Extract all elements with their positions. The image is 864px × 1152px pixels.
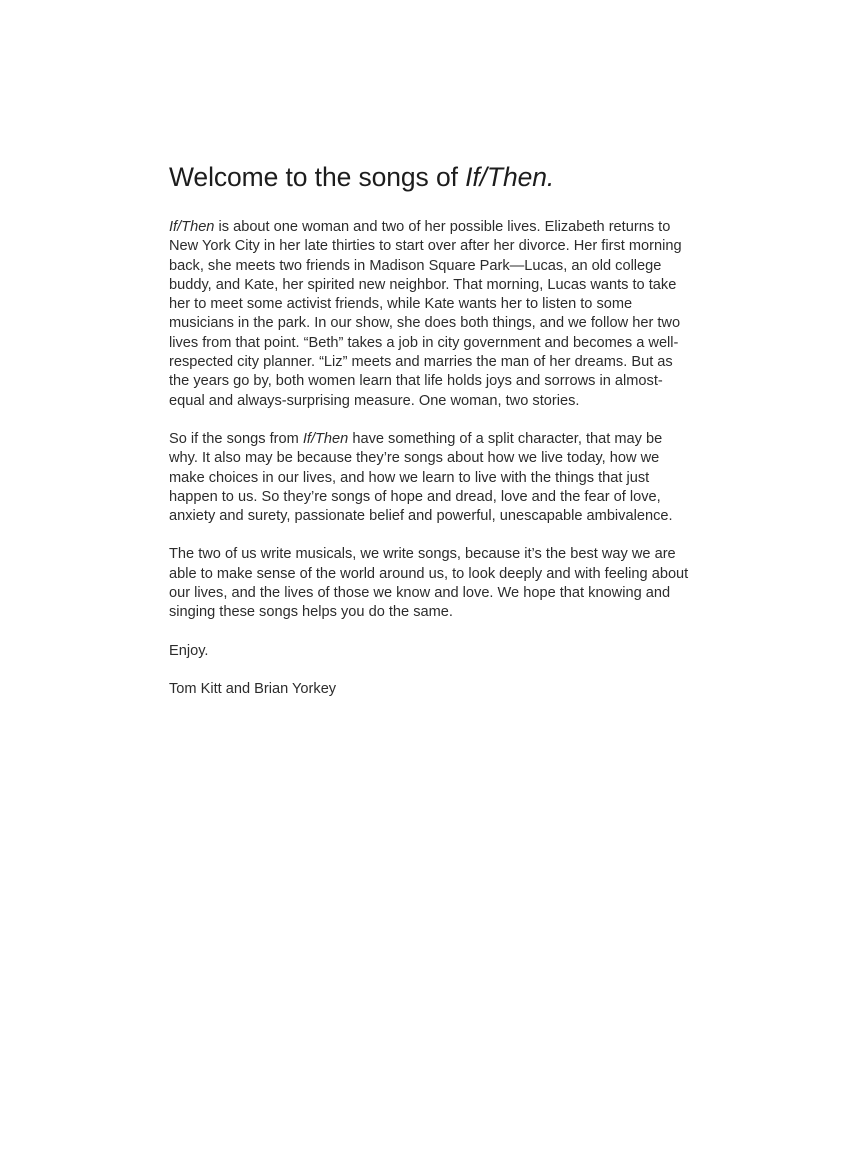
paragraph-2-body-after: have something of a split character, that may be why. It also may be because they’re songs about how we live today, how we make choices in our lives, and how we learn to live with the things that just happen to us. So they’re songs of hope and dread, love and the fear of love, anxiety and surety, passionate belief and powerful, unescapable ambivalence. (169, 430, 673, 525)
paragraph-4-enjoy: Enjoy. (169, 642, 209, 659)
page-title-italic-part: If/Then. (465, 162, 555, 192)
paragraph-2-italic-title: If/Then (302, 430, 349, 447)
paragraph-3: The two of us write musicals, we write songs, because it’s the best way we are able to make sense of the world around us, to look deeply and with feeling about our lives, and the lives of those we know and love. We hope that knowing and singing these songs helps you do the same. (169, 546, 693, 621)
document-content (169, 160, 695, 699)
paragraph-1 (169, 218, 695, 411)
paragraph-1-italic-lead: If/Then (169, 219, 215, 235)
paragraph-2-body-before: So if the songs from (169, 430, 303, 447)
paragraph-2 (169, 430, 695, 526)
author-signature: Tom Kitt and Brian Yorkey (169, 680, 337, 697)
paragraph-1-body: is about one woman and two of her possible lives. Elizabeth returns to New York City in her late thirties to start over after her divorce. Her first morning back, she meets two friends in Madison Square Park—Lucas, an old college buddy, and Kate, her spirited new neighbor. That morning, Lucas wants to take her to meet some activist friends, while Kate wants her to listen to some musicians in the park. In our show, she does both things, and we follow her two lives from that point. “Beth” takes a job in city government and becomes a well-respected city planner. “Liz” meets and marries the man of her dreams. But as the years go by, both women learn that life holds joys and sorrows in almost-equal and always-surprising measure. One woman, two stories. (169, 219, 686, 409)
page-title (169, 160, 695, 194)
page-title-plain-part: Welcome to the songs of (169, 162, 466, 192)
